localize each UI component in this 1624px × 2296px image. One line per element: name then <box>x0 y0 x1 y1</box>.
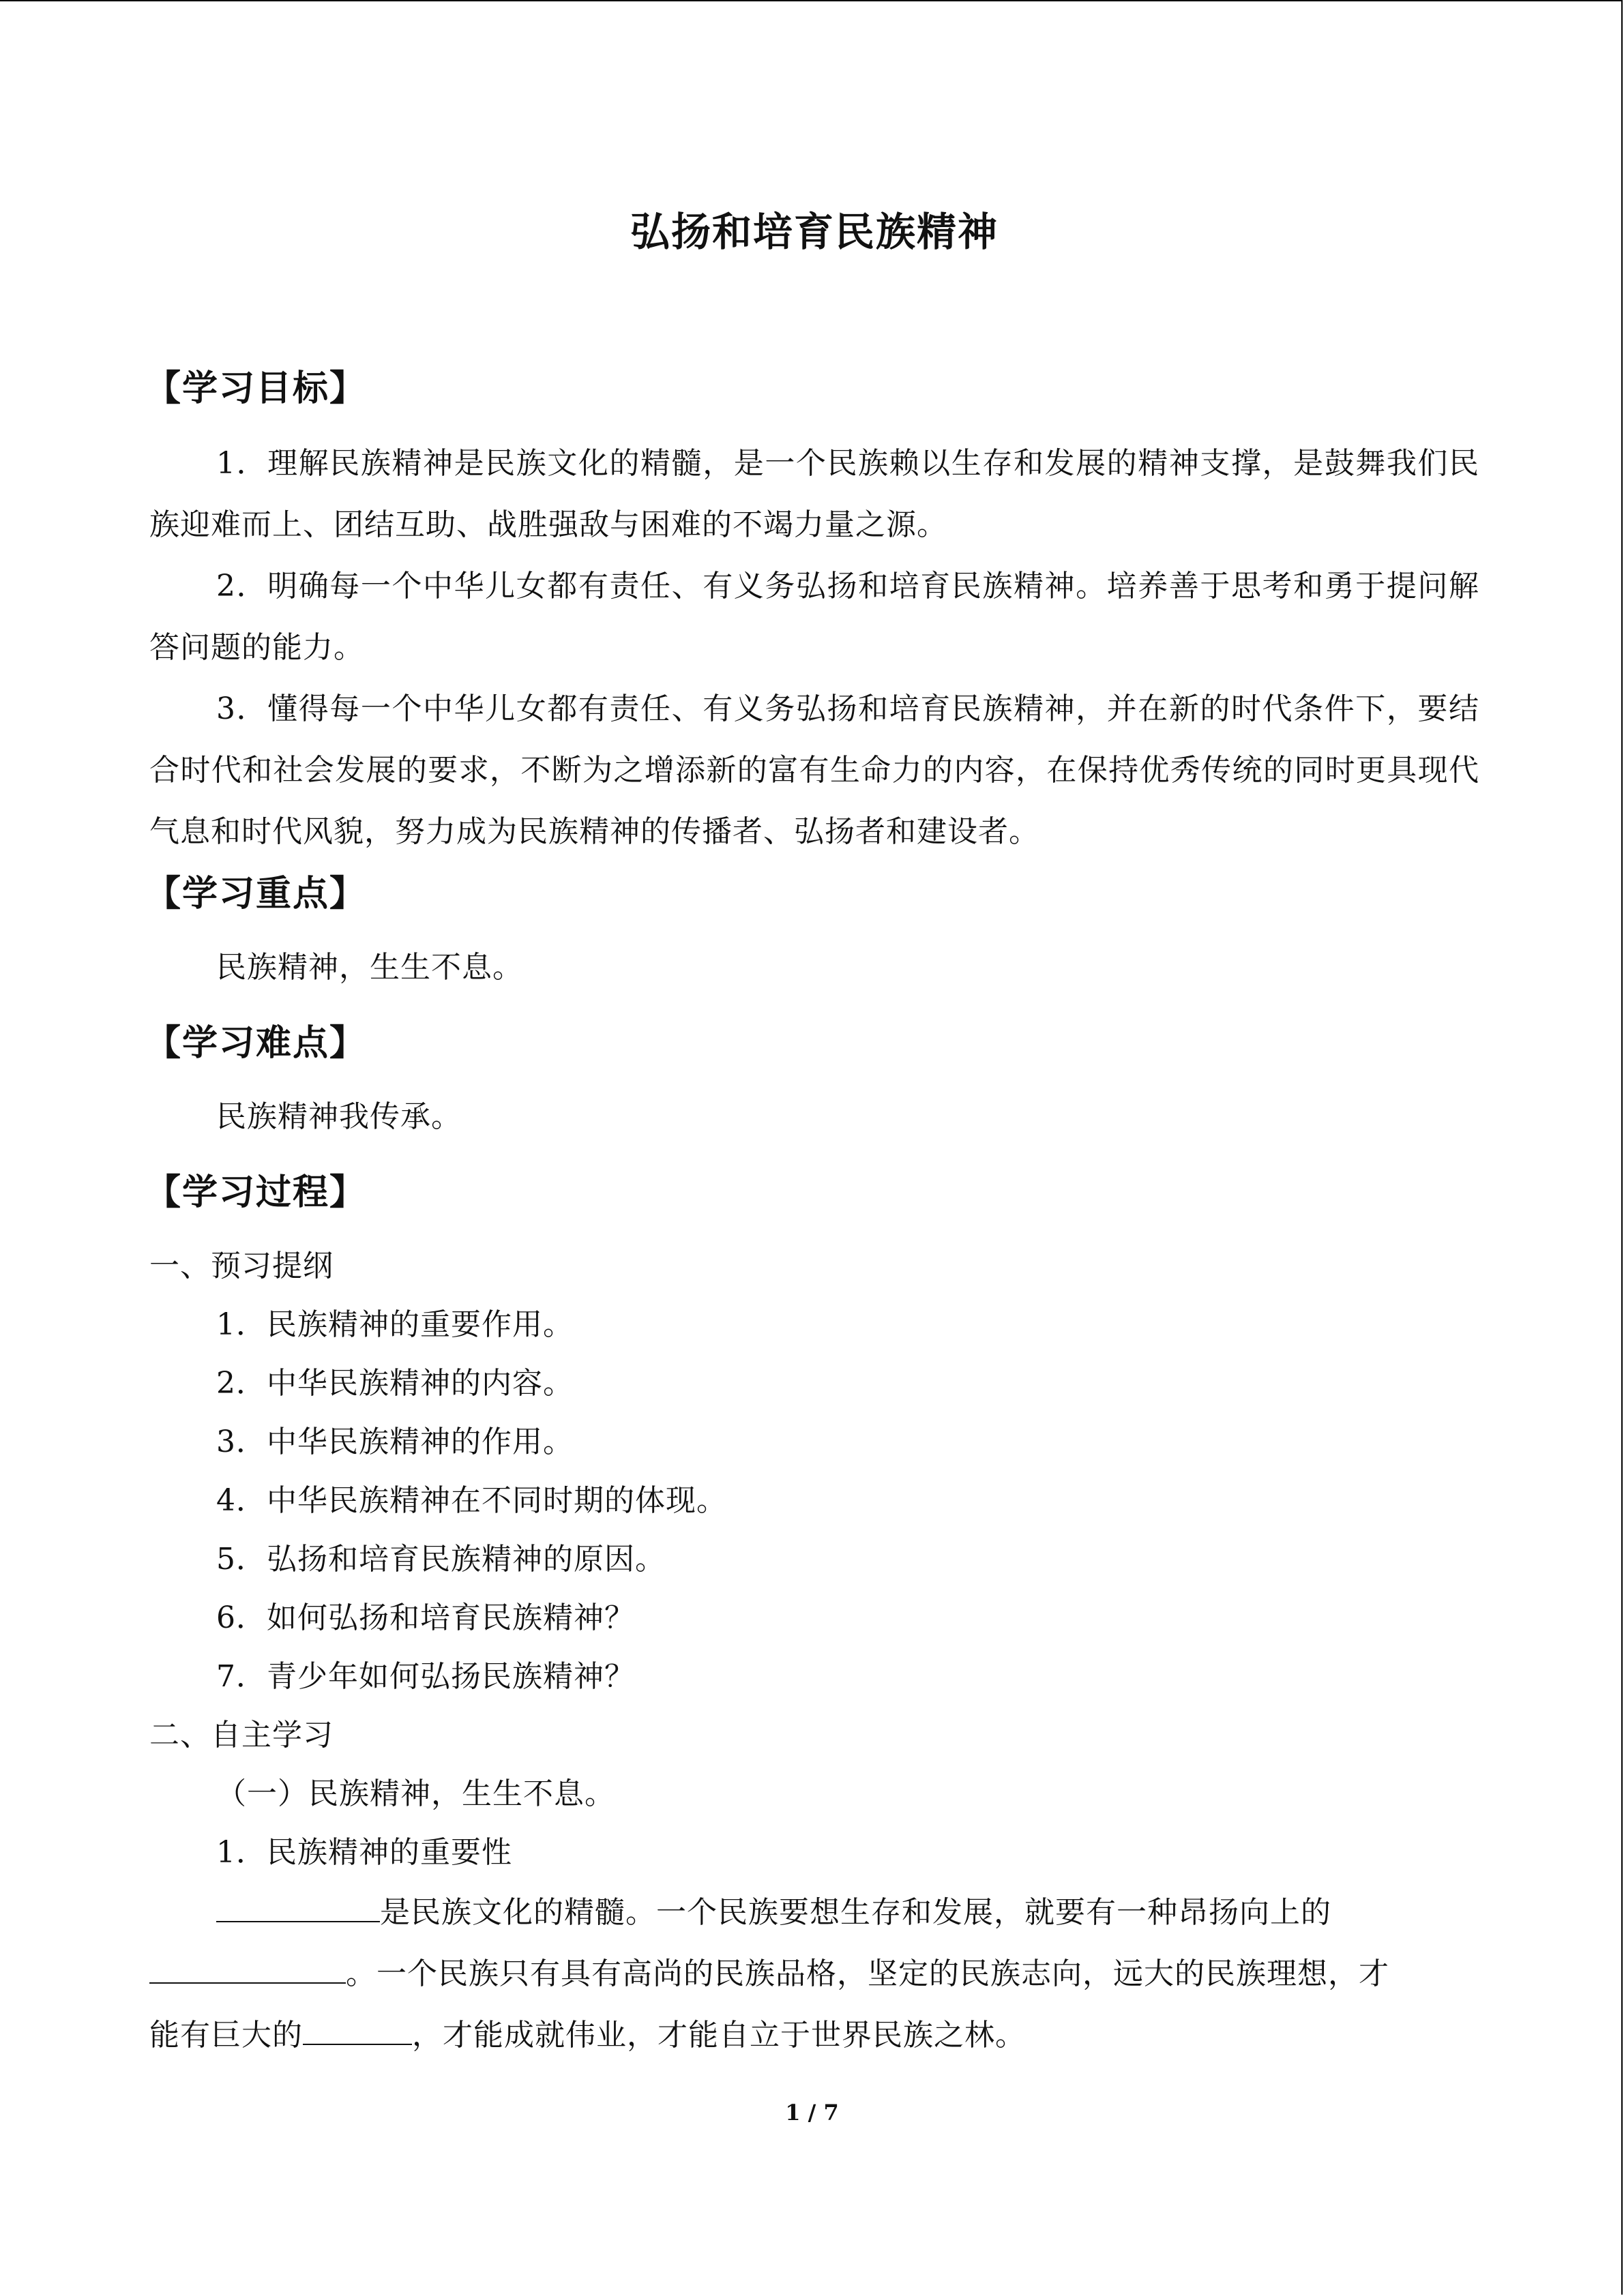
section-heading-key-points: 【学习重点】 <box>145 874 367 914</box>
document-body <box>145 205 1479 2066</box>
outline-heading: 一、预习提纲 <box>149 1249 334 1283</box>
outline-item-6: 6．如何弘扬和培育民族精神？ <box>216 1600 635 1635</box>
goal-item-1: 1．理解民族精神是民族文化的精髓，是一个民族赖以生存和发展的精神支撑，是鼓舞我们民族迎难而上、团结互助、战胜强敌与困难的不竭力量之源。 <box>149 446 1479 542</box>
fill-line-1 <box>149 1882 1479 1943</box>
section-heading-goals: 【学习目标】 <box>145 368 367 409</box>
outline-item-2: 2．中华民族精神的内容。 <box>216 1366 574 1401</box>
outline-item-5: 5．弘扬和培育民族精神的原因。 <box>216 1542 666 1577</box>
goal-item-2: 2．明确每一个中华儿女都有责任、有义务弘扬和培育民族精神。培养善于思考和勇于提问解答问题的能力。 <box>149 569 1479 665</box>
fill-text-part3-suffix: ，才能成就伟业，才能自立于世界民族之林。 <box>412 2018 1026 2053</box>
fill-text-part3-prefix: 能有巨大的 <box>149 2018 303 2053</box>
outline-item-1: 1．民族精神的重要作用。 <box>216 1307 574 1342</box>
difficulties-text: 民族精神我传承。 <box>216 1099 462 1134</box>
fill-line-2 <box>149 1943 1479 2005</box>
document-title: 弘扬和培育民族精神 <box>630 209 999 255</box>
fill-text-part1: 是民族文化的精髓。一个民族要想生存和发展，就要有一种昂扬向上的 <box>380 1895 1331 1930</box>
section-heading-process: 【学习过程】 <box>145 1172 367 1213</box>
fill-text-part2: 。一个民族只有具有高尚的民族品格，坚定的民族志向，远大的民族理想，才 <box>346 1956 1389 1991</box>
fill-line-3 <box>149 2005 1479 2066</box>
subsection-heading: （一）民族精神，生生不息。 <box>216 1776 615 1811</box>
page-indicator: 1 / 7 <box>785 2100 839 2126</box>
answer-blank[interactable] <box>216 1890 380 1922</box>
goal-item-3: 3．懂得每一个中华儿女都有责任、有义务弘扬和培育民族精神，并在新的时代条件下，要结合时代和社会发展的要求，不断为之增添新的富有生命力的内容，在保持优秀传统的同时更具现代气息和时代风貌，努力成为民族精神的传播者、弘扬者和建设者。 <box>149 691 1479 849</box>
section-heading-difficulties: 【学习难点】 <box>145 1023 367 1064</box>
outline-item-7: 7．青少年如何弘扬民族精神？ <box>216 1659 635 1694</box>
outline-item-4: 4．中华民族精神在不同时期的体现。 <box>216 1483 727 1518</box>
answer-blank[interactable] <box>303 2012 412 2045</box>
answer-blank[interactable] <box>149 1951 346 1984</box>
key-points-text: 民族精神，生生不息。 <box>216 950 523 985</box>
self-study-heading: 二、自主学习 <box>149 1718 334 1753</box>
item-heading: 1．民族精神的重要性 <box>216 1835 512 1870</box>
outline-item-3: 3．中华民族精神的作用。 <box>216 1425 574 1459</box>
